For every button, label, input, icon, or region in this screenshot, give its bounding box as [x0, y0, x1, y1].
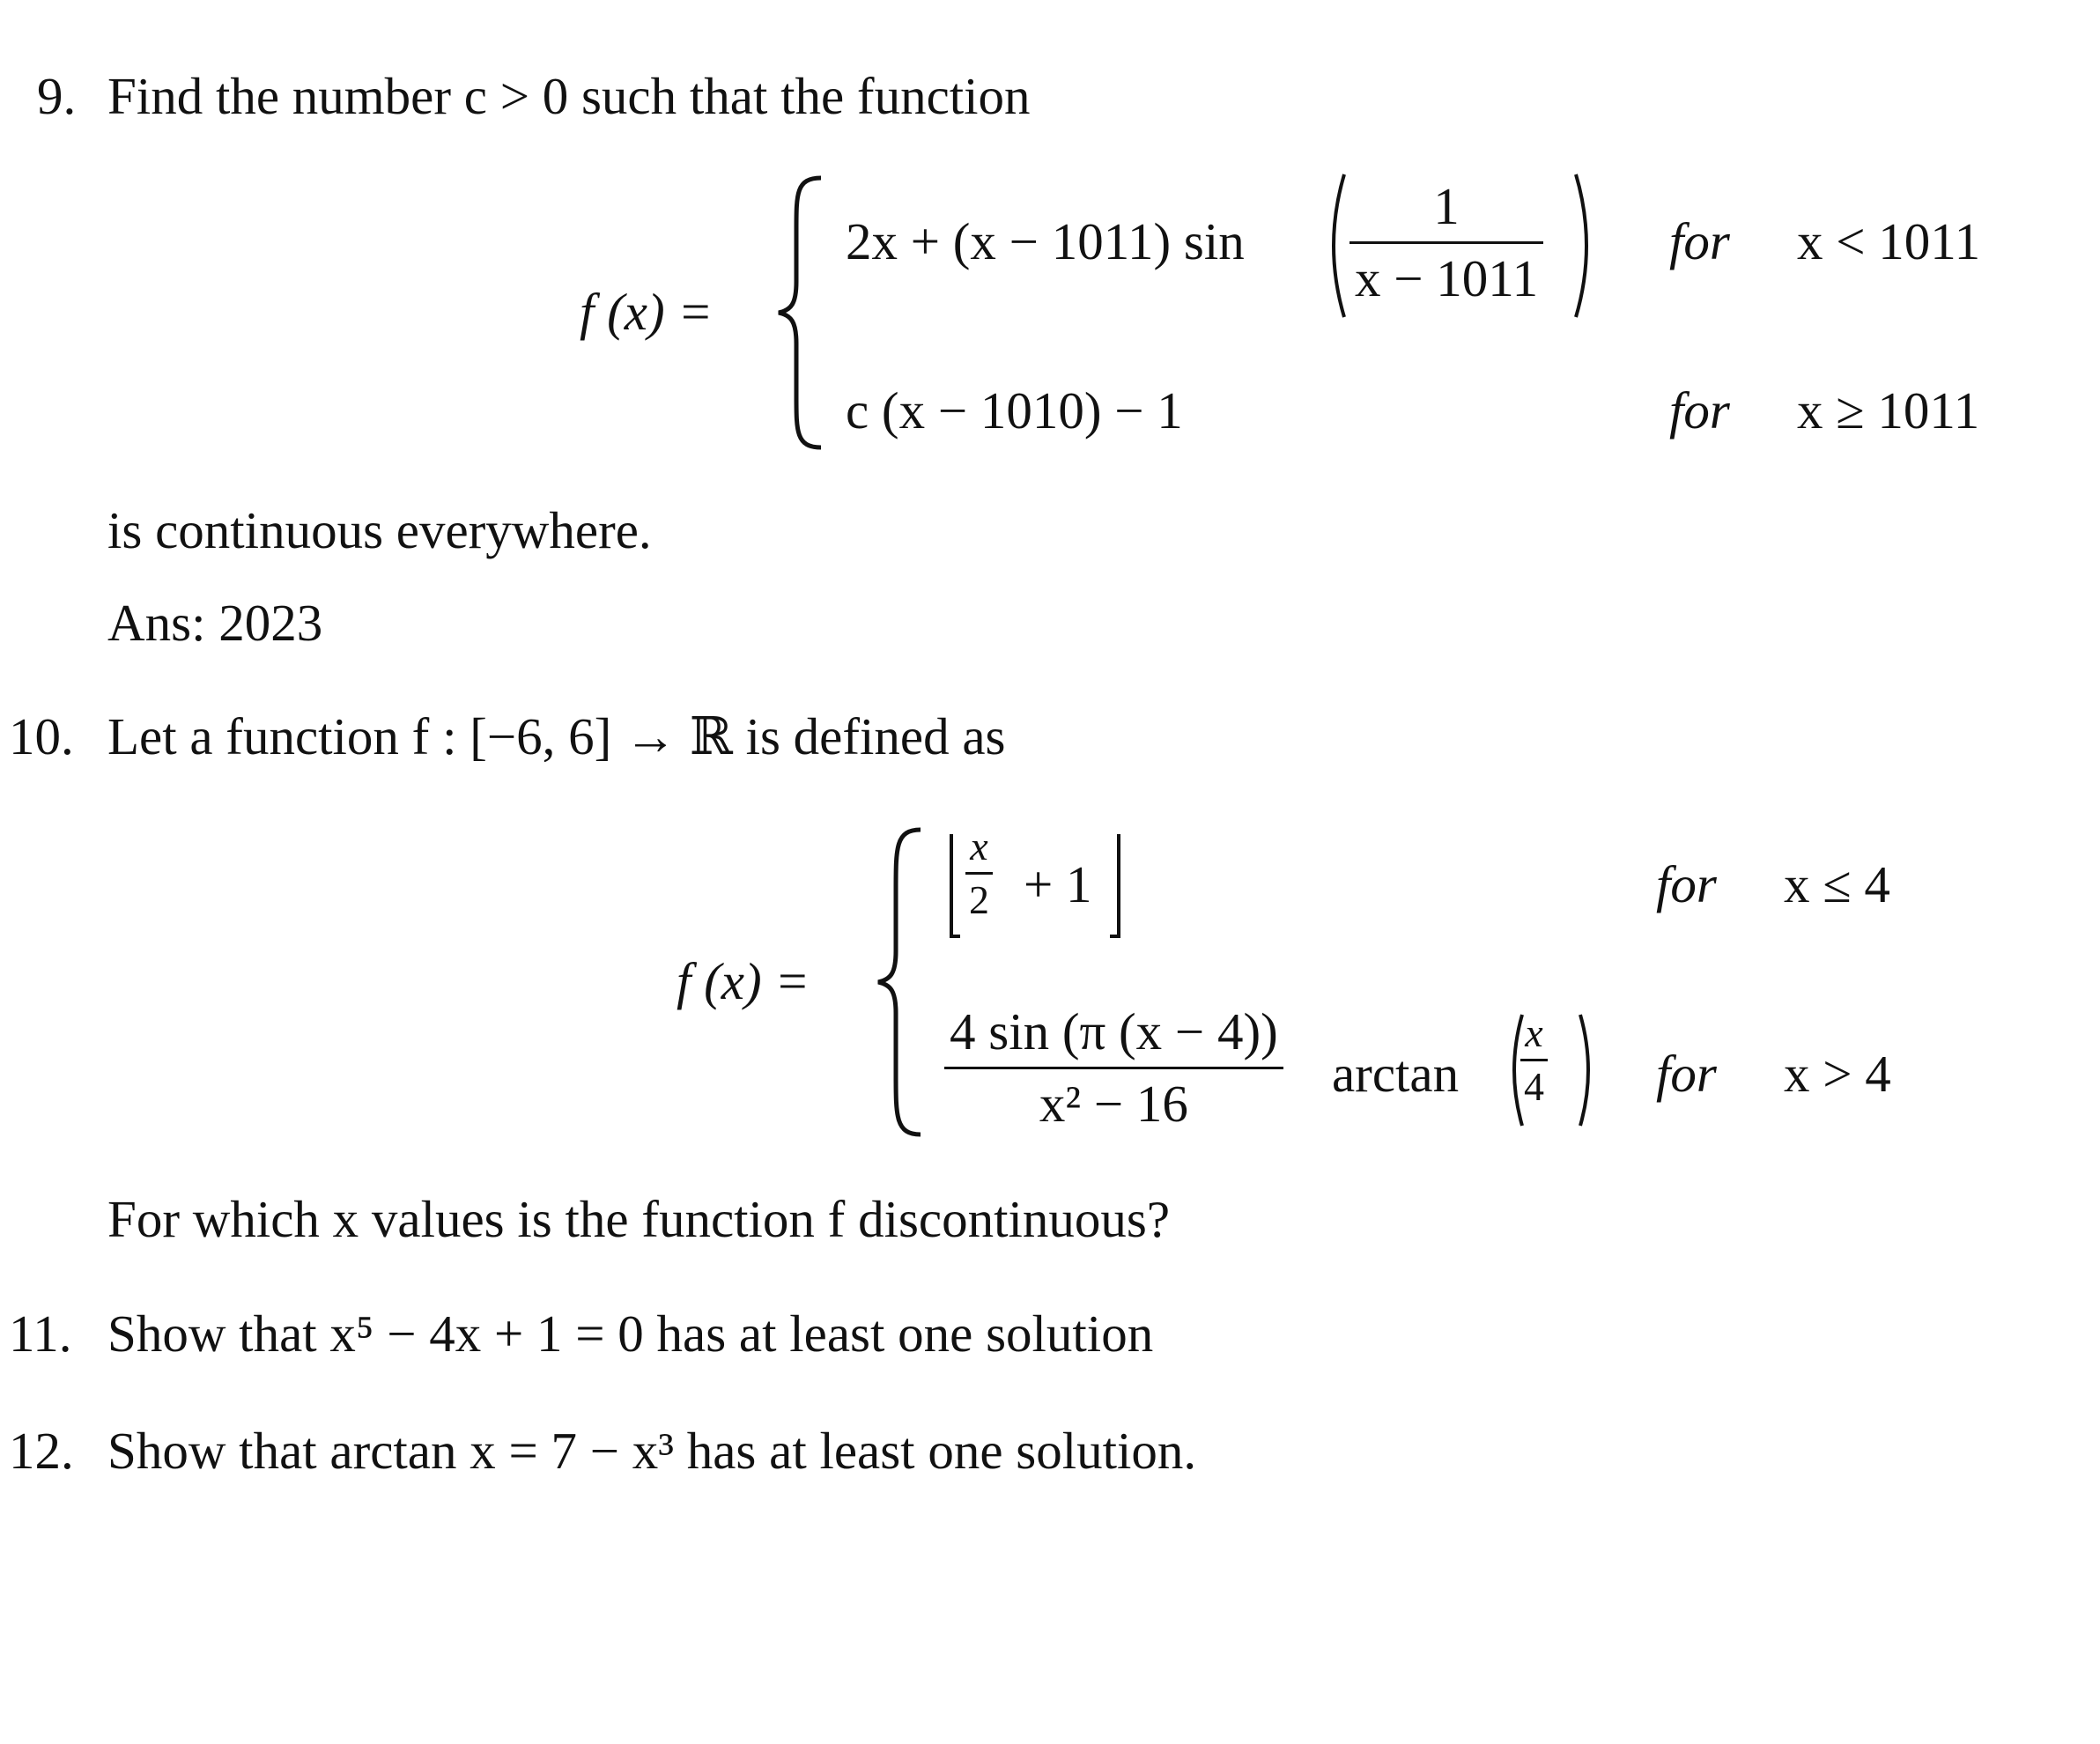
problem-10-intro: Let a function f : [−6, 6] → ℝ is defined as [107, 707, 1006, 765]
problem-10-case1-for: for [1656, 855, 1717, 913]
problem-10-left-floor-bracket [944, 832, 962, 938]
problem-9-case2-condition: x ≥ 1011 [1797, 381, 1980, 440]
problem-9-left-brace [775, 176, 828, 449]
problem-10-case2-fraction [944, 1002, 1283, 1133]
problem-10-case1-fraction-numerator: x [970, 824, 988, 868]
problem-9-intro: Find the number c > 0 such that the function [107, 67, 1031, 125]
problem-11-text: Show that x⁵ − 4x + 1 = 0 has at least one solution [107, 1304, 1154, 1363]
problem-9-case1-fraction [1349, 177, 1543, 307]
problem-9-case1-fraction-bar [1349, 241, 1543, 244]
problem-9-case1-condition: x < 1011 [1797, 212, 1981, 270]
problem-9-case1-left-paren [1321, 173, 1348, 319]
problem-10-case1-fraction-denominator: 2 [969, 877, 989, 922]
problem-10-case2-fraction-bar [944, 1067, 1283, 1069]
problem-9-number: 9. [37, 67, 77, 125]
problem-10-case1-fraction [965, 826, 993, 920]
problem-10-left-brace [875, 828, 928, 1136]
problem-10-question: For which x values is the function f discontinuous? [107, 1190, 1171, 1248]
problem-10-case2-arg-bar [1520, 1059, 1548, 1061]
problem-12-number: 12. [9, 1422, 74, 1480]
problem-10-case2-for: for [1656, 1045, 1717, 1103]
problem-10-case1-condition: x ≤ 4 [1784, 855, 1890, 913]
problem-9-function-lhs: f (x) = [580, 283, 714, 341]
problem-10-case2-right-paren [1577, 1013, 1598, 1127]
problem-10-case1-fraction-bar [965, 872, 993, 875]
problem-9-case1-fraction-denominator: x − 1011 [1355, 249, 1539, 307]
problem-10-case2-fraction-numerator: 4 sin (π (x − 4)) [950, 1002, 1278, 1060]
problem-10-case2-arg-fraction [1520, 1010, 1548, 1109]
problem-12-text: Show that arctan x = 7 − x³ has at least one solution. [107, 1422, 1197, 1480]
problem-9-case1-expression: 2x + (x − 1011) sin [846, 212, 1245, 270]
problem-9-continuity-text: is continuous everywhere. [107, 501, 652, 559]
problem-10-case2-arg-numerator: x [1525, 1010, 1543, 1055]
problem-9-case2-expression: c (x − 1010) − 1 [846, 381, 1183, 440]
problem-9-case1-fraction-numerator: 1 [1433, 177, 1460, 235]
problem-11-number: 11. [9, 1304, 72, 1363]
problem-10-case2-fraction-denominator: x² − 16 [1039, 1075, 1188, 1133]
problem-10-case2-arg-denominator: 4 [1524, 1064, 1544, 1109]
problem-10-case1-plus-one: + 1 [1024, 855, 1092, 913]
problem-10-case2-arctan: arctan [1332, 1045, 1460, 1103]
problem-9-answer: Ans: 2023 [107, 594, 323, 652]
problem-9-case1-right-paren [1572, 173, 1599, 319]
problem-10-function-lhs: f (x) = [677, 952, 810, 1010]
problem-9-case1-for: for [1669, 212, 1730, 270]
problem-10-case2-condition: x > 4 [1784, 1045, 1891, 1103]
problem-10-number: 10. [9, 707, 74, 765]
problem-9-case2-for: for [1669, 381, 1730, 440]
problem-10-right-floor-bracket [1108, 832, 1126, 938]
